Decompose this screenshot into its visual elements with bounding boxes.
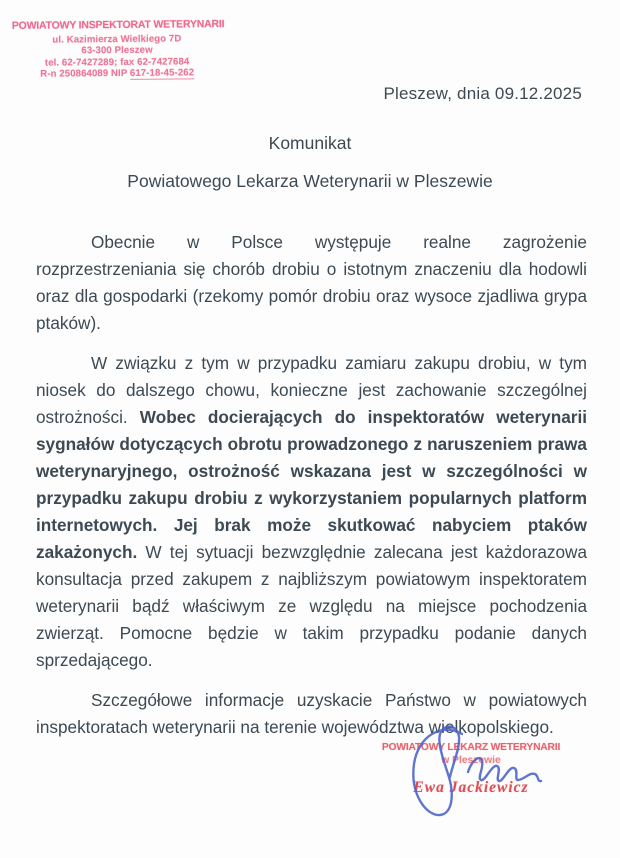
letter-body: [36, 229, 587, 754]
signatory-stamp: [358, 742, 584, 797]
letter-subtitle: Powiatowego Lekarza Weterynarii w Pleszewie: [127, 171, 493, 191]
stamp-street: ul. Kazimierza Wielkiego 7D: [52, 32, 182, 46]
stamp-regon-nip: [12, 67, 222, 80]
stamp-office-name: POWIATOWY INSPEKTORAT WETERYNARII: [11, 18, 225, 32]
paragraph-2-regular-start: W związku z tym w przypadku zamiaru zakupu drobiu, w tym niosek do dalszego chowu, konieczne jest zachowanie szczególnej ostrożności.: [36, 353, 587, 427]
signatory-location: w Pleszewie: [441, 755, 501, 766]
stamp-nip-number: 617-18-45-262: [129, 67, 195, 79]
office-address-stamp: [12, 19, 223, 80]
place-and-date: Pleszew, dnia 09.12.2025: [383, 84, 582, 103]
letter-title: Komunikat: [268, 133, 352, 153]
paragraph-2: [36, 350, 587, 674]
stamp-regon-nip-prefix: R-n 250864089 NIP: [40, 67, 130, 80]
paragraph-3: Szczegółowe informacje uzyskacie Państwo w powiatowych inspektoratach weterynarii na terenie województwa wielkopolskiego.: [36, 690, 587, 737]
paragraph-1: Obecnie w Polsce występuje realne zagrożenie rozprzestrzeniania się chorób drobiu o istotnym znaczeniu dla hodowli oraz dla gospodarki (rzekomy pomór drobiu oraz wysoce zjadliwa grypa ptaków).: [36, 232, 587, 333]
signatory-title: POWIATOWY LEKARZ WETERYNARII: [381, 742, 561, 753]
paragraph-2-bold-warning: Wobec docierających do inspektoratów weterynarii sygnałów dotyczących obrotu prowadzonego z naruszeniem prawa weterynaryjnego, ostrożność wskazana jest w szczególności w przypadku zakupu drobiu z wykorzystaniem popularnych platform internetowych. Jej brak może skutkować nabyciem ptaków zakażonych.: [36, 407, 587, 562]
signatory-name: Ewa Jackiewicz: [413, 779, 529, 796]
letter-title-block: [0, 133, 620, 192]
paragraph-2-regular-end: W tej sytuacji bezwzględnie zalecana jest każdorazowa konsultacja przed zakupem z najbliższym powiatowym inspektoratem weterynarii bądź właściwym ze względu na miejsce pochodzenia zwierząt. Pomocne będzie w takim przypadku podanie danych sprzedającego.: [36, 542, 588, 670]
stamp-city: 63-300 Pleszew: [81, 44, 153, 57]
stamp-phone-fax: tel. 62-7427289; fax 62-7427684: [44, 55, 190, 69]
